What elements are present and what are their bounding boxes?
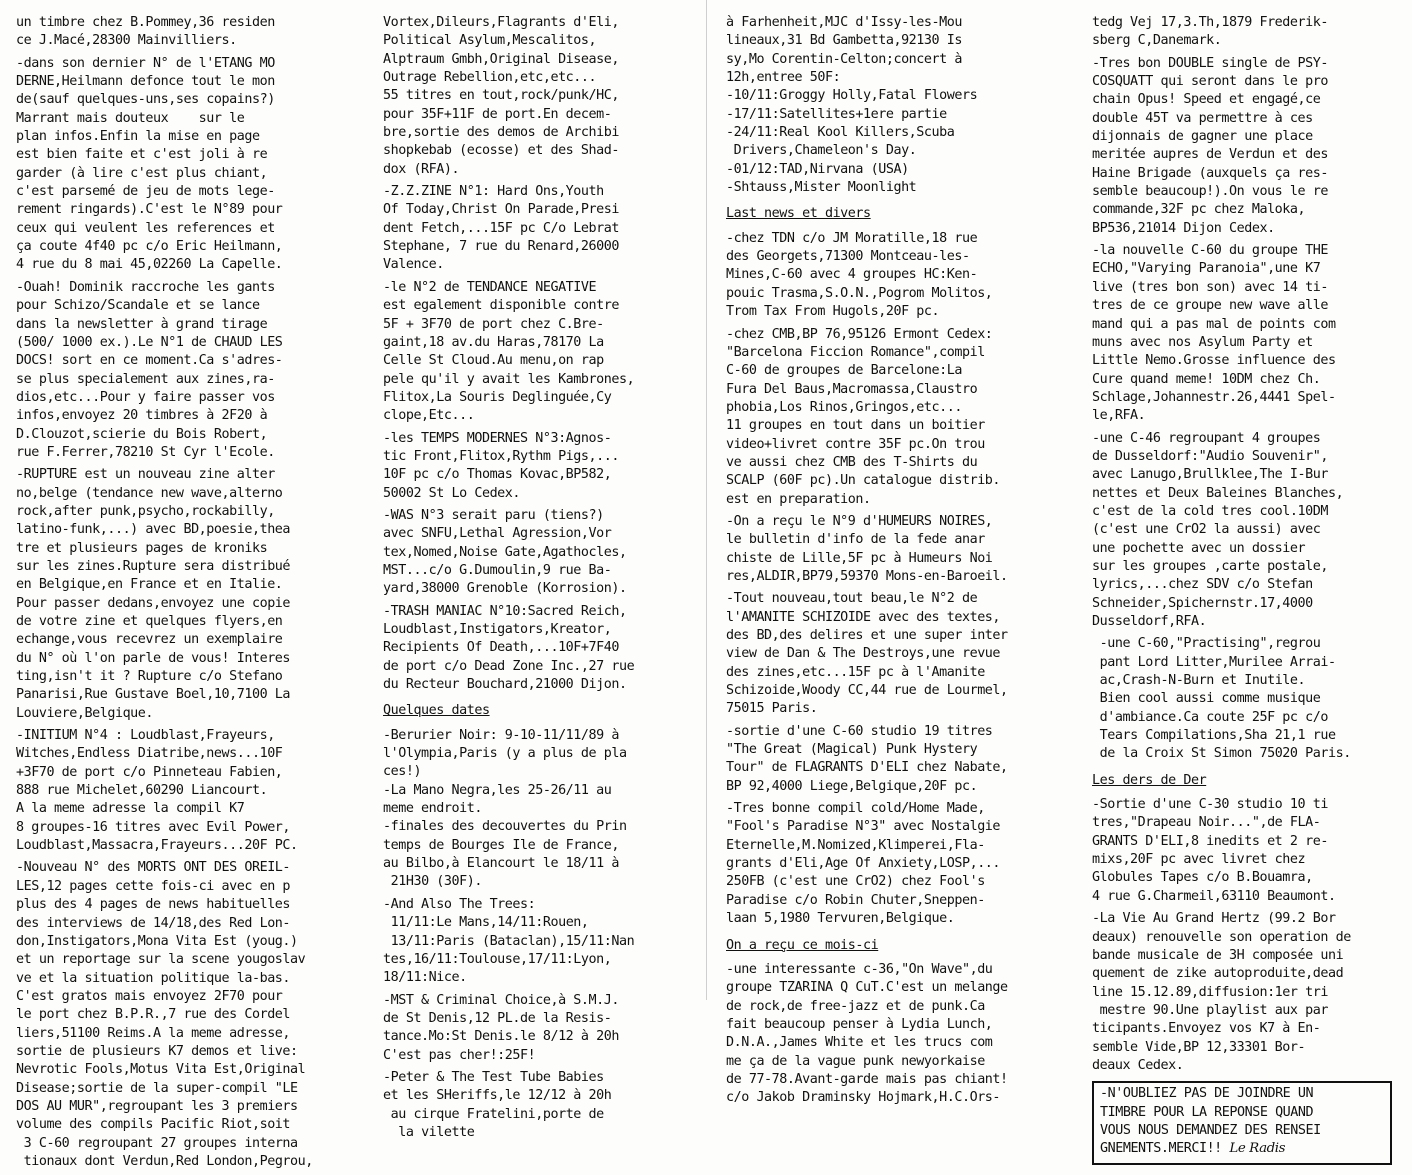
column-3 <box>726 14 1071 1112</box>
page-fold-line <box>706 0 707 1000</box>
news-item: -le N°2 de TENDANCE NEGATIVE est egalement disponible contre 5F + 3F70 de port chez C.Bre- gaint,18 av.du Haras,78170 La Celle St Cloud.Au menu,on rap pele qu'il y avait les Kambrones, Flitox,La Souris Deglinguée,Cy clope,Etc... <box>383 279 635 424</box>
news-item: -une interessante c-36,"On Wave",du groupe TZARINA Q CuT.C'est un melange de rock,de free-jazz et de punk.Ca fait beaucoup penser à Lydia Lunch, D.N.A.,James White et les trucs com me ça de la vague punk newyorkaise de 77-78.Avant-garde mais pas chiant! c/o Jakob Draminsky Hojmark,H.C.Ors- <box>726 961 1008 1106</box>
news-item: -une C-60,"Practising",regrou pant Lord Litter,Murilee Arrai- ac,Crash-N-Burn et Inutile. Bien cool aussi comme musique d'ambiance.Ca coute 25F pc c/o Tears Compilations,Sha 21,1 rue de la Croix St Simon 75020 Paris. <box>1099 636 1351 762</box>
news-item: -TRASH MANIAC N°10:Sacred Reich, Loudblast,Instigators,Kreator, Recipients Of Death,...10F+7F40 de port c/o Dead Zone Inc.,27 rue du Recteur Bouchard,21000 Dijon. <box>383 603 635 693</box>
column-2 <box>383 14 703 1146</box>
news-item: -chez TDN c/o JM Moratille,18 rue des Georgets,71300 Montceau-les- Mines,C-60 avec 4 groupes HC:Ken- pouic Trasma,S.O.N.,Pogrom Molitos, Trom Tax From Hugols,20F pc. <box>726 230 993 320</box>
reminder-text: -N'OUBLIEZ PAS DE JOINDRE UN TIMBRE POUR LA REPONSE QUAND VOUS NOUS DEMANDEZ DES RENSEI GNEMENTS.MERCI!! <box>1100 1086 1321 1157</box>
section-heading: On a reçu ce mois-ci <box>726 937 879 953</box>
news-item: -WAS N°3 serait paru (tiens?) avec SNFU,Lethal Agression,Vor tex,Nomed,Noise Gate,Agathocles, MST...c/o G.Dumoulin,9 rue Ba- yard,38000 Grenoble (Korrosion). <box>383 507 627 597</box>
news-item: à Farhenheit,MJC d'Issy-les-Mou lineaux,31 Bd Gambetta,92130 Is sy,Mo Corentin-Celton;concert à 12h,entree 50F: -10/11:Groggy Holly,Fatal Flowers -17/11:Satellites+1ere partie -24/11:Real Kool Killers,Scuba Drivers,Chameleon's Day. -01/12:TAD,Nirvana (USA) -Shtauss,Mister Moonlight <box>726 15 978 196</box>
news-item: un timbre chez B.Pommey,36 residen ce J.Macé,28300 Mainvilliers. <box>16 15 275 49</box>
news-item: -dans son dernier N° de l'ETANG MO DERNE,Heilmann defonce tout le mon de(sauf quelques-uns,ses copains?) Marrant mais douteux sur le plan infos.Enfin la mise en page est bien faite et c'est joli à re garder (à lire c'est plus chiant, c'est parsemé de jeu de mots lege- rement ringards).C'est le N°89 pour ceux qui veulent les references et ça coute 4f40 pc c/o Eric Heilmann, 4 rue du 8 mai 45,02260 La Capelle. <box>16 55 283 273</box>
news-item: -les TEMPS MODERNES N°3:Agnos- tic Front,Flitox,Rythm Pigs,... 10F pc c/o Thomas Kovac,BP582, 50002 St Lo Cedex. <box>383 430 619 501</box>
news-item: -MST & Criminal Choice,à S.M.J. de St Denis,12 PL.de la Resis- tance.Mo:St Denis.le 8/12 à 20h C'est pas cher!:25F! <box>383 992 619 1063</box>
news-item: -On a reçu le N°9 d'HUMEURS NOIRES, le bulletin d'info de la fede anar chiste de Lille,5F pc à Humeurs Noi res,ALDIR,BP79,59370 Mons-en-Baroeil. <box>726 513 1008 584</box>
news-item: Vortex,Dileurs,Flagrants d'Eli, Political Asylum,Mescalitos, Alptraum Gmbh,Original Disease, Outrage Rebellion,etc,etc... 55 titres en tout,rock/punk/HC, pour 35F+11F de port.En decem- bre,sortie des demos de Archibi shopkebab (ecosse) et des Shad- dox (RFA). <box>383 15 619 177</box>
news-item: -And Also The Trees: 11/11:Le Mans,14/11:Rouen, 13/11:Paris (Bataclan),15/11:Nan tes,16/11:Toulouse,17/11:Lyon, 18/11:Nice. <box>383 896 635 986</box>
news-item: -Sortie d'une C-30 studio 10 ti tres,"Drapeau Noir...",de FLA- GRANTS D'ELI,8 inedits et 2 re- mixs,20F pc avec livret chez Globules Tapes c/o B.Bouamra, 4 rue G.Charmeil,63110 Beaumont. <box>1092 797 1336 904</box>
column-1 <box>16 14 368 1175</box>
section-heading: Last news et divers <box>726 206 871 222</box>
news-item: -Tres bon DOUBLE single de PSY- COSQUATT qui seront dans le pro chain Opus! Speed et engagé,ce double 45T va permettre à ces dijonnais de gagner une place meritée aupres de Verdun et des Haine Brigade (auxquels ça res- semble beaucoup!).On vous le re commande,32F pc chez Maloka, BP536,21014 Dijon Cedex. <box>1092 55 1328 236</box>
news-item: -Peter & The Test Tube Babies et les SHeriffs,le 12/12 à 20h au cirque Fratelini,porte de la vilette <box>383 1069 612 1140</box>
news-item: -Tres bonne compil cold/Home Made, "Fool's Paradise N°3" avec Nostalgie Eternelle,M.Nomized,Klimperei,Fla- grants d'Eli,Age Of Anxiety,LOSP,... 250FB (c'est une CrO2) chez Fool's Paradise c/o Robin Chuter,Sneppen- laan 5,1980 Tervuren,Belgique. <box>726 801 1001 927</box>
news-item: -Ouah! Dominik raccroche les gants pour Schizo/Scandale et se lance dans la newsletter à grand tirage (500/ 1000 ex.).Le N°1 de CHAUD LES DOCS! sort en ce moment.Ca s'adres- se plus specialement aux zines,ra- dios,etc...Pour y faire passer vos infos,envoyez 20 timbres à 2F20 à D.Clouzot,scierie du Bois Robert, rue F.Ferrer,78210 St Cyr l'Ecole. <box>16 279 283 460</box>
news-item: -Tout nouveau,tout beau,le N°2 de l'AMANITE SCHIZOIDE avec des textes, des BD,des delires et une super inter view de Dan & The Destroys,une revue des zines,etc...15F pc à l'Amanite Schizoide,Woody CC,44 rue de Lourmel, 75015 Paris. <box>726 591 1008 717</box>
news-item: -RUPTURE est un nouveau zine alter no,belge (tendance new wave,alterno rock,after punk,psycho,rockabilly, latino-funk,...) avec BD,poesie,thea tre et plusieurs pages de kroniks sur les zines.Rupture sera distribué en Belgique,en France et en Italie. Pour passer dedans,envoyez une copie de votre zine et quelques flyers,en echange,vous recevrez un exemplaire du N° où l'on parle de vous! Interes ting,isn't it ? Rupture c/o Stefano Panarisi,Rue Gustave Boel,10,7100 La Louviere,Belgique. <box>16 467 291 721</box>
reminder-box <box>1092 1081 1392 1164</box>
section-heading: Quelques dates <box>383 703 490 719</box>
news-item: -La Vie Au Grand Hertz (99.2 Bor deaux) renouvelle son operation de bande musicale de 3H composée uni quement de zike autoproduite,dead line 15.12.89,diffusion:1er tri mestre 90.Une playlist aux par ticipants.Envoyez vos K7 à En- semble Vide,BP 12,33301 Bor- deaux Cedex. <box>1092 911 1351 1073</box>
news-item: -la nouvelle C-60 du groupe THE ECHO,"Varying Paranoia",une K7 live (tres bon son) avec 14 ti- tres de ce groupe new wave alle mand qui a pas mal de points com muns avec nos Asylum Party et Little Nemo.Grosse influence des Cure quand meme! 10DM chez Ch. Schlage,Johannestr.26,4441 Spel- le,RFA. <box>1092 243 1336 424</box>
news-item: -Berurier Noir: 9-10-11/11/89 à l'Olympia,Paris (y a plus de pla ces!) -La Mano Negra,les 25-26/11 au meme endroit. -finales des decouvertes du Prin temps de Bourges Ile de France, au Bilbo,à Elancourt le 18/11 à 21H30 (30F). <box>383 727 627 890</box>
column-4-body <box>1092 14 1392 1075</box>
news-item: -sortie d'une C-60 studio 19 titres "The Great (Magical) Punk Hystery Tour" de FLAGRANTS D'ELI chez Nabate, BP 92,4000 Liege,Belgique,20F pc. <box>726 723 1008 794</box>
section-heading: Les ders de Der <box>1092 772 1207 788</box>
column-4 <box>1092 14 1392 1165</box>
news-item: -chez CMB,BP 76,95126 Ermont Cedex: "Barcelona Ficcion Romance",compil C-60 de groupes de Barcelone:La Fura Del Baus,Macromassa,Claustro phobia,Los Rinos,Gringos,etc... 11 groupes en tout dans un boitier video+livret contre 35F pc.On trou ve aussi chez CMB des T-Shirts du SCALP (60F pc).Un catalogue distrib. est en preparation. <box>726 326 1001 507</box>
news-item: -INITIUM N°4 : Loudblast,Frayeurs, Witches,Endless Diatribe,news...10F +3F70 de port c/o Pinneteau Fabien, 888 rue Michelet,60290 Liancourt. A la meme adresse la compil K7 8 groupes-16 titres avec Evil Power, Loudblast,Massacra,Frayeurs...20F PC. <box>16 728 298 854</box>
signature: Le Radis <box>1229 1141 1285 1157</box>
news-item: -Z.Z.ZINE N°1: Hard Ons,Youth Of Today,Christ On Parade,Presi dent Fetch,...15F pc C/o Lebrat Stephane, 7 rue du Renard,26000 Valence. <box>383 184 619 273</box>
news-item: -Nouveau N° des MORTS ONT DES OREIL- LES,12 pages cette fois-ci avec en p plus des 4 pages de news habituelles des interviews de 14/18,des Red Lon- don,Instigators,Mona Vita Est (youg.) et un reportage sur la scene yougoslav ve et la situation politique la-bas. C'est gratos mais envoyez 2F70 pour le port chez B.P.R.,7 rue des Cordel liers,51100 Reims.A la meme adresse, sortie de plusieurs K7 demos et live: Nevrotic Fools,Motus Vita Est,Original Disease;sortie de la super-compil "LE DOS AU MUR",regroupant les 3 premiers volume des compils Pacific Riot,soit 3 C-60 regroupant 27 groupes interna tionaux dont Verdun,Red London,Pegrou, <box>16 860 313 1169</box>
news-item: -une C-46 regroupant 4 groupes de Dusseldorf:"Audio Souvenir", avec Lanugo,Brullklee,The I-Bur nettes et Deux Baleines Blanches, c'est de la cold tres cool.10DM (c'est une CrO2 la aussi) avec une pochette avec un dossier sur les groupes ,carte postale, lyrics,...chez SDV c/o Stefan Schneider,Spichernstr.17,4000 Dusseldorf,RFA. <box>1092 430 1344 629</box>
news-item: tedg Vej 17,3.Th,1879 Frederik- sberg C,Danemark. <box>1092 15 1328 49</box>
